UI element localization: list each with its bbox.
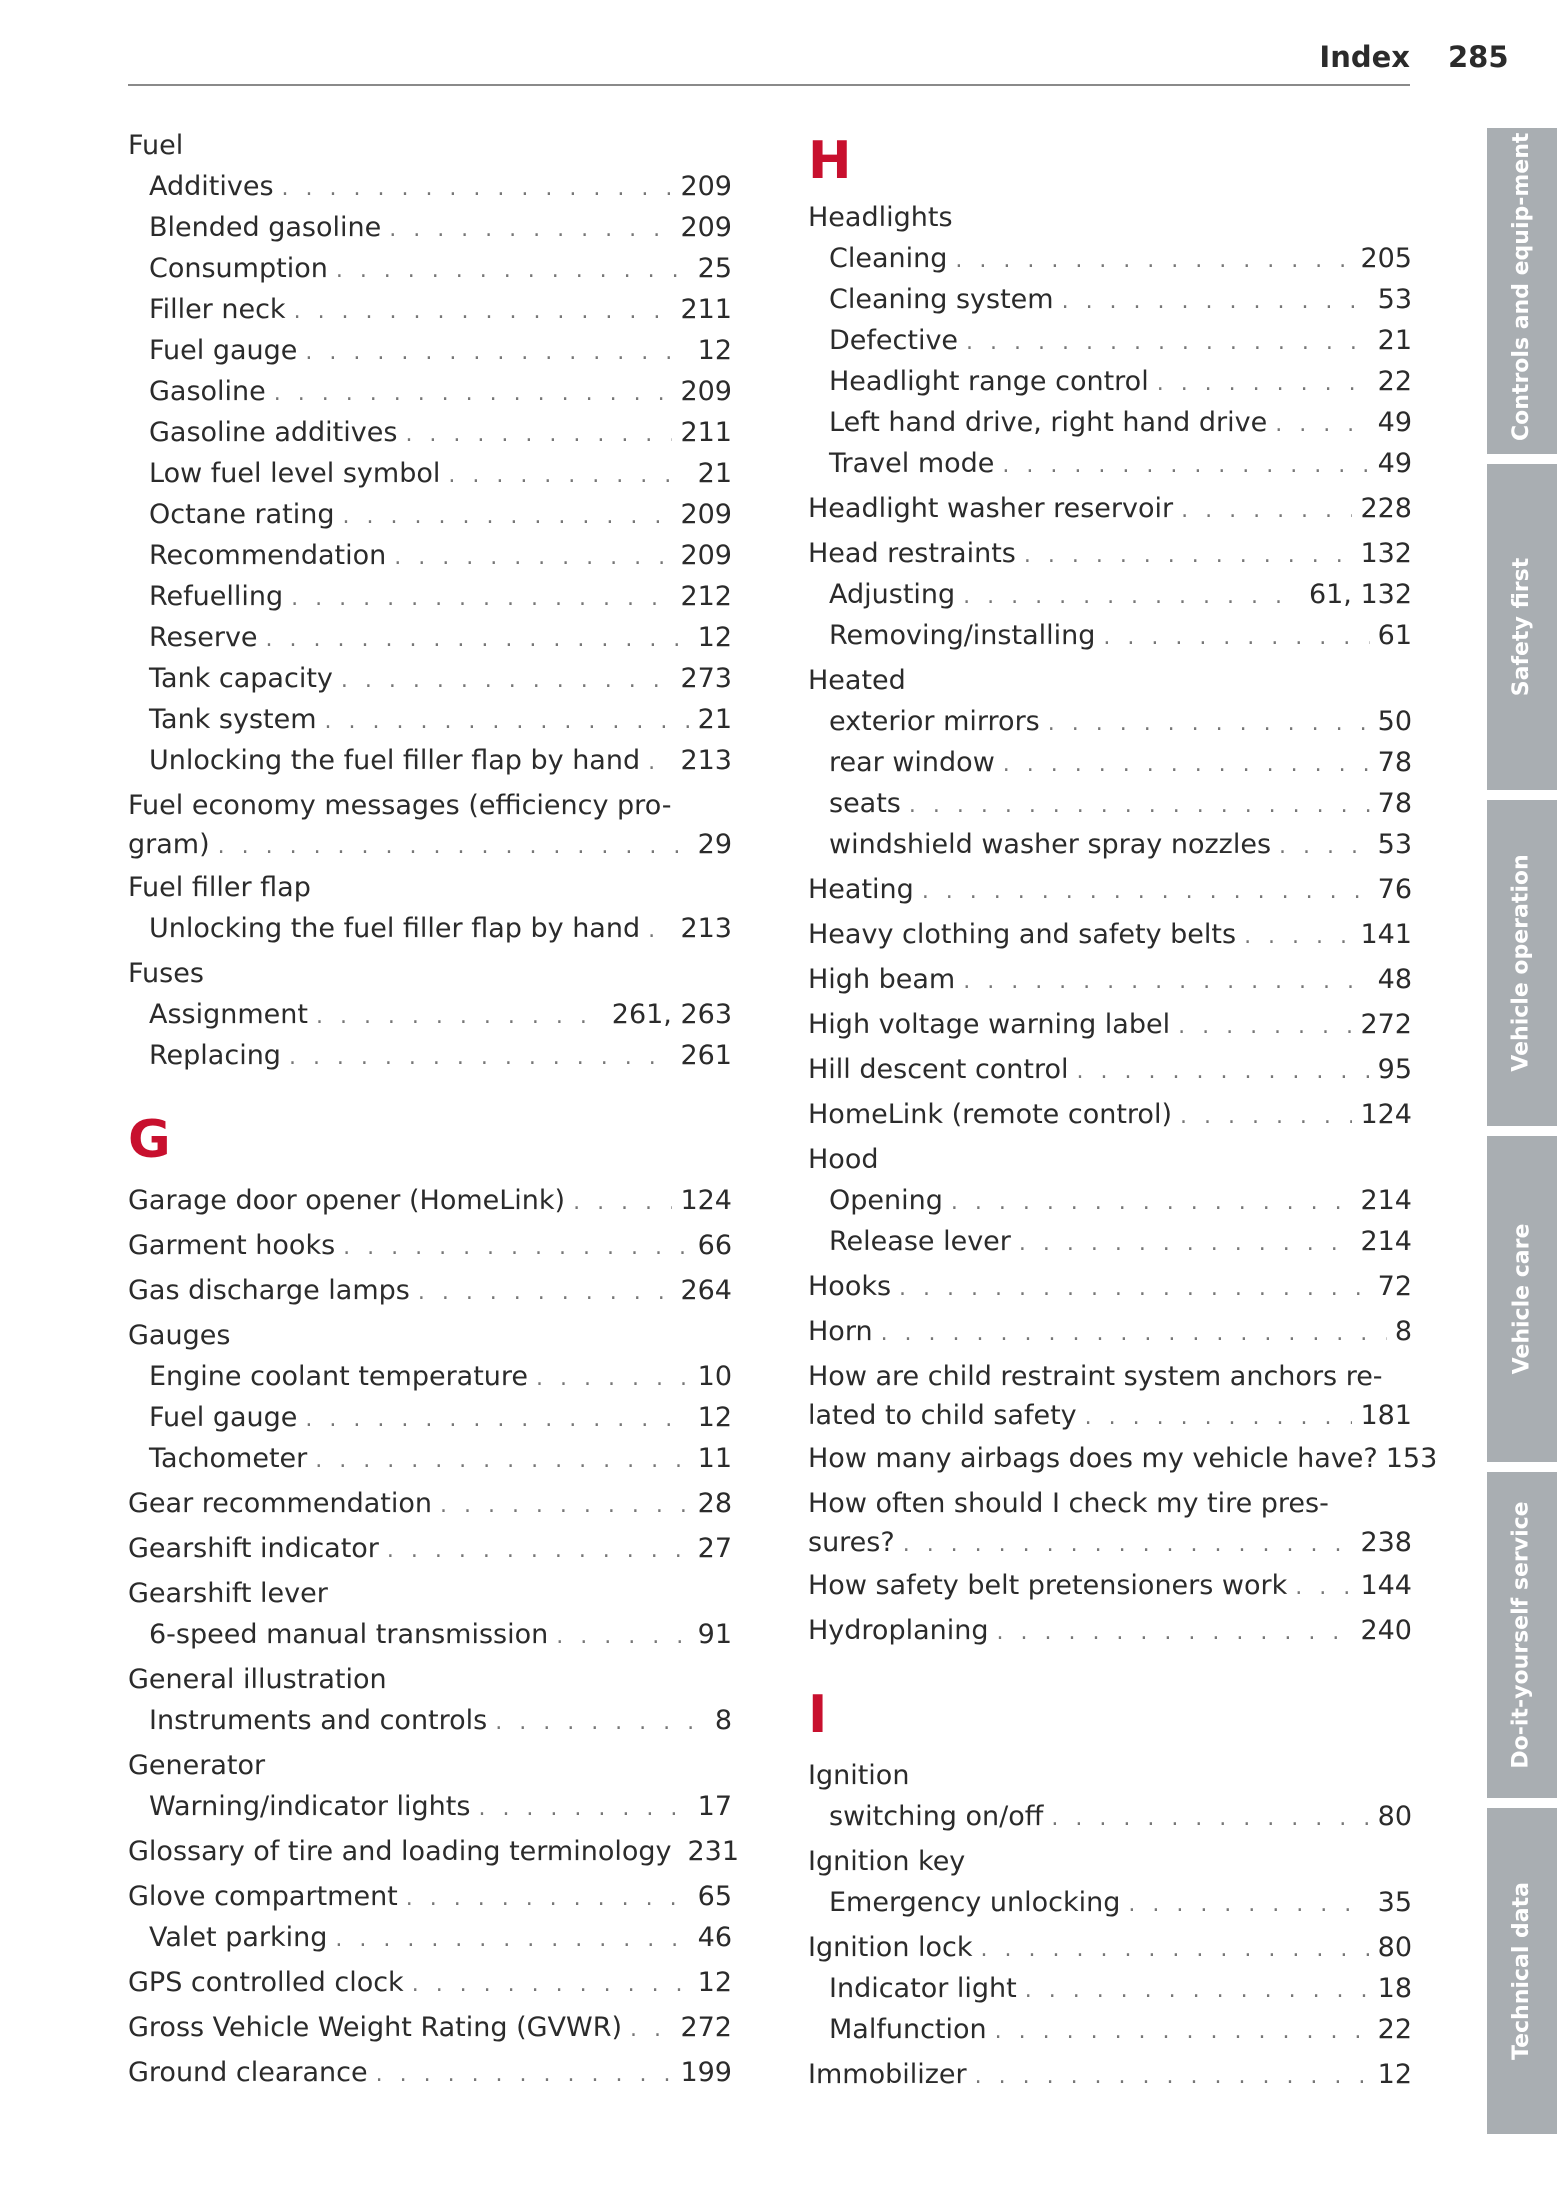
index-heading: Fuses	[128, 958, 204, 989]
index-entry: Hooks . . . 72	[808, 1266, 1412, 1307]
index-heading: General illustration	[128, 1664, 387, 1695]
index-subentry: Tank system . . . 21	[128, 699, 732, 740]
section-letter-g: G	[128, 1110, 171, 1170]
section-letter-i: I	[808, 1685, 828, 1745]
index-entry: Garage door opener (HomeLink) . . . 124	[128, 1180, 732, 1221]
section-letter-h: H	[808, 131, 852, 191]
index-entry: How safety belt pretensioners work . . . 144	[808, 1565, 1412, 1606]
side-tab-label: Safety first	[1509, 557, 1534, 697]
index-subentry: Instruments and controls . . . 8	[128, 1700, 732, 1741]
index-entry: Gross Vehicle Weight Rating (GVWR) . . . 272	[128, 2007, 732, 2048]
side-tab-label: Vehicle care	[1509, 1223, 1534, 1375]
index-entry: Hill descent control . . . 95	[808, 1049, 1412, 1090]
index-subentry: Left hand drive, right hand drive . . . 49	[808, 402, 1412, 443]
index-subentry: rear window . . . 78	[808, 742, 1412, 783]
index-entry: Glove compartment . . . 65	[128, 1876, 732, 1917]
index-subentry: Travel mode . . . 49	[808, 443, 1412, 484]
index-subentry: Octane rating . . . 209	[128, 494, 732, 535]
index-entry: Gearshift indicator . . . 27	[128, 1528, 732, 1569]
index-subentry: Consumption . . . 25	[128, 248, 732, 289]
side-tab-label: Do-it-yourself service	[1509, 1501, 1535, 1769]
index-entry: gram) . . . 29	[128, 826, 732, 863]
index-heading: Heated	[808, 665, 906, 696]
index-entry: Ground clearance . . . 199	[128, 2052, 732, 2093]
header-title: Index	[1319, 40, 1410, 74]
index-subentry: Filler neck . . . 211	[128, 289, 732, 330]
index-entry-wrap: Fuel economy messages (efficiency pro-	[128, 790, 672, 821]
index-subentry: Indicator light . . . 18	[808, 1968, 1412, 2009]
side-tab-safety[interactable]	[1487, 464, 1557, 790]
index-entry: Headlight washer reservoir . . . 228	[808, 488, 1412, 529]
index-subentry: Gasoline . . . 209	[128, 371, 732, 412]
index-heading: Gearshift lever	[128, 1578, 328, 1609]
side-tab-label: Technical data	[1509, 1882, 1534, 2060]
index-subentry: exterior mirrors . . . 50	[808, 701, 1412, 742]
side-tab-diy[interactable]	[1487, 1472, 1557, 1798]
index-subentry: Replacing . . . 261	[128, 1035, 732, 1076]
index-subentry: Opening . . . 214	[808, 1180, 1412, 1221]
side-tab-controls[interactable]	[1487, 128, 1557, 454]
index-subentry: Malfunction . . . 22	[808, 2009, 1412, 2050]
index-subentry: Cleaning system . . . 53	[808, 279, 1412, 320]
index-subentry: windshield washer spray nozzles . . . 53	[808, 824, 1412, 865]
index-heading: Fuel	[128, 130, 184, 161]
index-entry: sures? . . . 238	[808, 1524, 1412, 1561]
index-subentry: Unlocking the fuel filler flap by hand . . . 213	[128, 740, 732, 781]
index-heading: Generator	[128, 1750, 266, 1781]
index-subentry: 6-speed manual transmission . . . 91	[128, 1614, 732, 1655]
index-subentry: Warning/indicator lights . . . 17	[128, 1786, 732, 1827]
index-entry: GPS controlled clock . . . 12	[128, 1962, 732, 2003]
index-subentry: Refuelling . . . 212	[128, 576, 732, 617]
page-number: 285	[1448, 40, 1509, 74]
index-column-right	[808, 125, 1438, 2095]
index-subentry: switching on/off . . . 80	[808, 1796, 1412, 1837]
index-entry: lated to child safety . . . 181	[808, 1397, 1412, 1434]
index-subentry: Low fuel level symbol . . . 21	[128, 453, 732, 494]
index-entry: Hydroplaning . . . 240	[808, 1610, 1412, 1651]
index-subentry: Emergency unlocking . . . 35	[808, 1882, 1412, 1923]
index-heading: Hood	[808, 1144, 879, 1175]
index-entry-wrap: How are child restraint system anchors re-	[808, 1361, 1383, 1392]
index-heading: Ignition	[808, 1760, 910, 1791]
index-entry: HomeLink (remote control) . . . 124	[808, 1094, 1412, 1135]
index-subentry: seats . . . 78	[808, 783, 1412, 824]
index-subentry: Valet parking . . . 46	[128, 1917, 732, 1958]
side-tab-label: Vehicle operation	[1509, 854, 1535, 1072]
side-tab-operation[interactable]	[1487, 800, 1557, 1126]
index-heading: Gauges	[128, 1320, 231, 1351]
index-entry: Ignition lock . . . 80	[808, 1927, 1412, 1968]
index-subentry: Fuel gauge . . . 12	[128, 1397, 732, 1438]
index-subentry: Engine coolant temperature . . . 10	[128, 1356, 732, 1397]
index-subentry: Reserve . . . 12	[128, 617, 732, 658]
index-entry: Immobilizer . . . 12	[808, 2054, 1412, 2095]
index-entry: Heavy clothing and safety belts . . . 141	[808, 914, 1412, 955]
index-entry: Heating . . . 76	[808, 869, 1412, 910]
index-entry: Garment hooks . . . 66	[128, 1225, 732, 1266]
side-tab-care[interactable]	[1487, 1136, 1557, 1462]
index-subentry: Removing/installing . . . 61	[808, 615, 1412, 656]
index-subentry: Headlight range control . . . 22	[808, 361, 1412, 402]
index-subentry: Gasoline additives . . . 211	[128, 412, 732, 453]
index-subentry: Tachometer . . . 11	[128, 1438, 732, 1479]
index-entry: How many airbags does my vehicle have? 153	[808, 1443, 1438, 1474]
index-entry: Glossary of tire and loading terminology 231	[128, 1836, 740, 1867]
side-tab-technical[interactable]	[1487, 1808, 1557, 2134]
index-heading: Fuel filler flap	[128, 872, 311, 903]
index-column-left	[128, 125, 740, 2093]
index-entry: Horn . . . 8	[808, 1311, 1412, 1352]
index-heading: Headlights	[808, 202, 953, 233]
index-subentry: Tank capacity . . . 273	[128, 658, 732, 699]
index-subentry: Fuel gauge . . . 12	[128, 330, 732, 371]
index-subentry: Release lever . . . 214	[808, 1221, 1412, 1262]
index-entry: High beam . . . 48	[808, 959, 1412, 1000]
index-entry: Head restraints . . . 132	[808, 533, 1412, 574]
index-subentry: Cleaning . . . 205	[808, 238, 1412, 279]
index-heading: Ignition key	[808, 1846, 966, 1877]
index-subentry: Adjusting . . . 61, 132	[808, 574, 1412, 615]
index-entry: Gas discharge lamps . . . 264	[128, 1270, 732, 1311]
index-subentry: Additives . . . 209	[128, 166, 732, 207]
index-entry: High voltage warning label . . . 272	[808, 1004, 1412, 1045]
index-subentry: Blended gasoline . . . 209	[128, 207, 732, 248]
side-tab-label: Controls and equip-ment	[1509, 132, 1534, 441]
page-header	[128, 36, 1410, 86]
index-subentry: Assignment . . . 261, 263	[128, 994, 732, 1035]
index-subentry: Defective . . . 21	[808, 320, 1412, 361]
index-entry: Gear recommendation . . . 28	[128, 1483, 732, 1524]
index-subentry: Unlocking the fuel filler flap by hand . . . 213	[128, 908, 732, 949]
index-entry-wrap: How often should I check my tire pres-	[808, 1488, 1329, 1519]
index-subentry: Recommendation . . . 209	[128, 535, 732, 576]
